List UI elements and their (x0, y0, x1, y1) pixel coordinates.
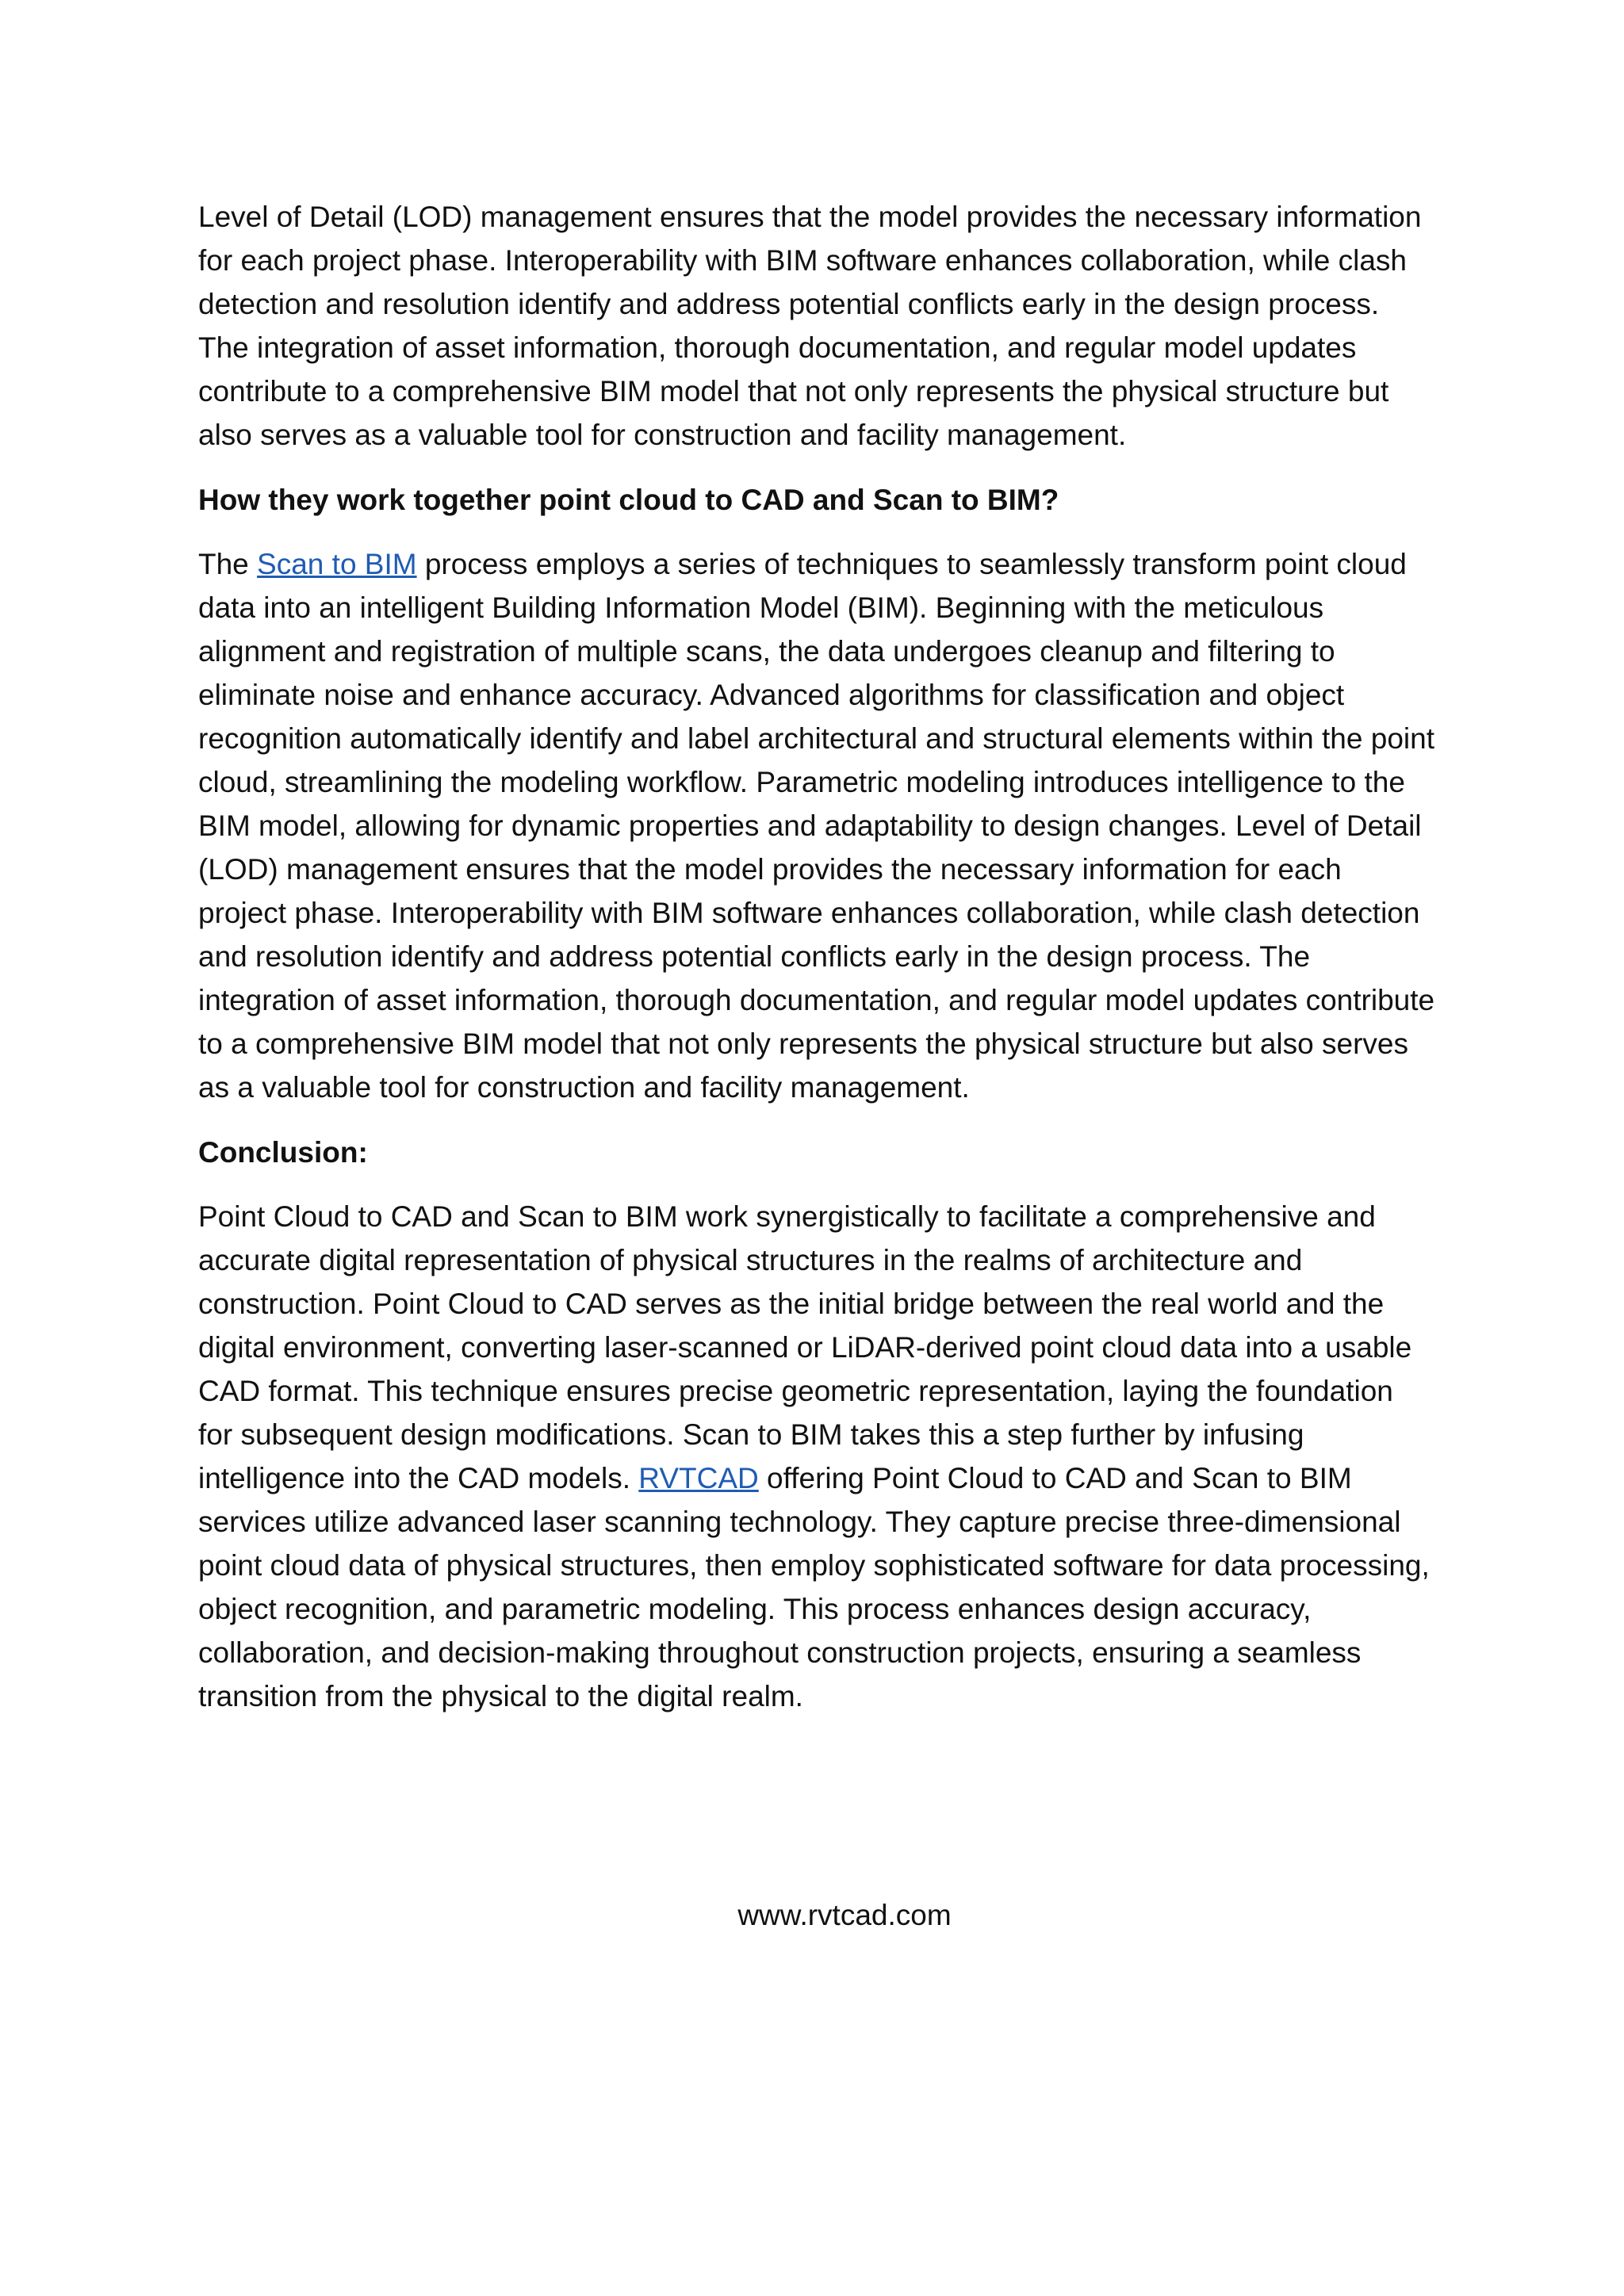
paragraph-scan-to-bim-process (198, 542, 1435, 1109)
paragraph-lod-management: Level of Detail (LOD) management ensures that the model provides the necessary information for each project phase. Interoperability with BIM software enhances collaboration, while clash detection and resolution identify and address potential conflicts early in the design process. The integration of asset information, thorough documentation, and regular model updates contribute to a comprehensive BIM model that not only represents the physical structure but also serves as a valuable tool for construction and facility management. (198, 201, 1422, 451)
footer-website: www.rvtcad.com (737, 1899, 952, 1931)
rvtcad-link[interactable]: RVTCAD (638, 1462, 759, 1494)
scan-to-bim-link[interactable]: Scan to BIM (257, 548, 417, 580)
paragraph-text-after-link: process employs a series of techniques to seamlessly transform point cloud data into an intelligent Building Information Model (BIM). Beginning with the meticulous alignment and registration of multiple scans, the data undergoes cleanup and filtering to eliminate noise and enhance accuracy. Advanced algorithms for classification and object recognition automatically identify and label architectural and structural elements within the point cloud, streamlining the modeling workflow. Parametric modeling introduces intelligence to the BIM model, allowing for dynamic properties and adaptability to design changes. Level of Detail (LOD) management ensures that the model provides the necessary information for each project phase. Interoperability with BIM software enhances collaboration, while clash detection and resolution identify and address potential conflicts early in the design process. The integration of asset information, thorough documentation, and regular model updates contribute to a comprehensive BIM model that not only represents the physical structure but also serves as a valuable tool for construction and facility management. (198, 548, 1435, 1104)
paragraph-conclusion (198, 1195, 1435, 1718)
paragraph-text-before-link: Point Cloud to CAD and Scan to BIM work synergistically to facilitate a comprehensive and accurate digital representation of physical structures in the realms of architecture and construction. Point Cloud to CAD serves as the initial bridge between the real world and the digital environment, converting laser-scanned or LiDAR-derived point cloud data into a usable CAD format. This technique ensures precise geometric representation, laying the foundation for subsequent design modifications. Scan to BIM takes this a step further by infusing intelligence into the CAD models. (198, 1200, 1412, 1494)
document-body (198, 195, 1435, 1739)
heading-how-they-work-together: How they work together point cloud to CAD and Scan to BIM? (198, 484, 1059, 516)
paragraph-text-before-link: The (198, 548, 258, 580)
paragraph-text-after-link: offering Point Cloud to CAD and Scan to BIM services utilize advanced laser scanning technology. They capture precise three-dimensional point cloud data of physical structures, then employ sophisticated software for data processing, object recognition, and parametric modeling. This process enhances design accuracy, collaboration, and decision-making throughout construction projects, ensuring a seamless transition from the physical to the digital realm. (198, 1462, 1430, 1712)
heading-conclusion: Conclusion: (198, 1136, 368, 1169)
